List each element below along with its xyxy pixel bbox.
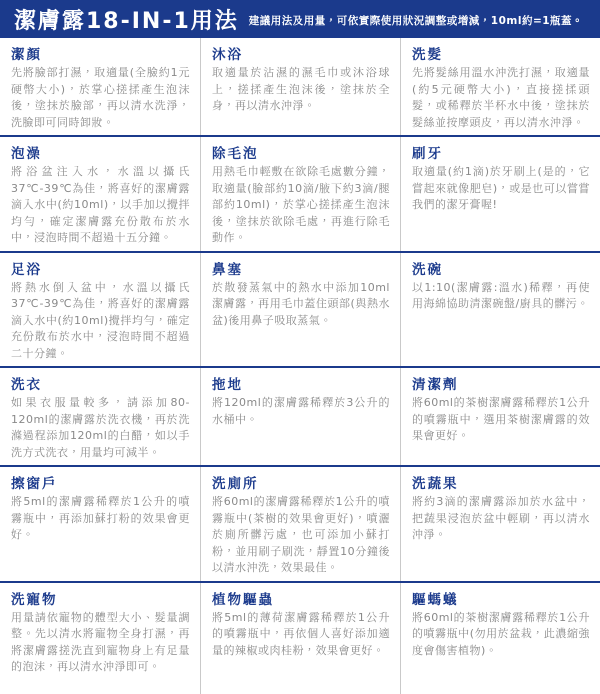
usage-title: 清潔劑: [412, 377, 459, 393]
grid-row: [0, 38, 600, 137]
usage-body: 取適量於沾濕的濕毛巾或沐浴球上，搓揉產生泡沫後，塗抹於全身，再以清水沖淨。: [212, 66, 390, 112]
usage-cell-dish-washing: [400, 253, 600, 367]
usage-body: 以1:10(潔膚露:溫水)稀釋，再使用海綿協助清潔碗盤/廚具的髒污。: [412, 280, 590, 310]
usage-title: 泡澡: [11, 146, 42, 162]
usage-body: 於散發蒸氣中的熱水中添加10ml潔膚露，再用毛巾蓋住頭部(與熱水盆)後用鼻子吸取蒸氣。: [212, 280, 390, 327]
grid-row: [0, 583, 600, 694]
usage-cell-laundry: [0, 368, 200, 465]
usage-body: 用熱毛巾輕敷在欲除毛處數分鐘，取適量(臉部約10滴/腋下約3滴/腿部約10ml)，於掌心搓揉產生泡沫後，塗抹於欲除毛處，再進行除毛動作。: [212, 165, 390, 244]
usage-cell-shampoo: [400, 38, 600, 135]
usage-cell-shower: [200, 38, 400, 135]
usage-cell-face-wash: [0, 38, 200, 135]
usage-cell-toilet-cleaning: [200, 467, 400, 581]
usage-title: 洗廁所: [212, 476, 259, 492]
grid-row: [0, 467, 600, 583]
usage-body: 將浴盆注入水，水溫以攝氏37℃-39℃為佳，將喜好的潔膚露滴入水中(約10ml)，以手加以攪拌均勻，確定潔膚露充份散布於水中，浸泡時間不超過十五分鐘。: [11, 165, 190, 244]
usage-body: 將60ml的潔膚露稀釋於1公升的噴霧瓶中(茶樹的效果會更好)，噴灑於廁所髒污處，也可添加小蘇打粉，並用刷子刷洗，靜置10分鐘後以清水沖洗，效果最佳。: [212, 495, 390, 574]
usage-cell-foot-bath: [0, 253, 200, 367]
usage-cell-nasal-congestion: [200, 253, 400, 367]
usage-title: 擦窗戶: [11, 476, 58, 492]
usage-title: 潔顏: [11, 47, 42, 63]
usage-title: 足浴: [11, 261, 42, 278]
usage-title: 洗碗: [412, 261, 443, 278]
grid-row: [0, 137, 600, 253]
usage-body: 將60ml的茶樹潔膚露稀釋於1公升的噴霧瓶中，選用茶樹潔膚露的效果會更好。: [412, 396, 590, 442]
usage-title: 驅螞蟻: [412, 591, 459, 608]
usage-cell-ant-repellent: [400, 583, 600, 694]
usage-title: 刷牙: [412, 146, 443, 162]
usage-title: 沐浴: [212, 47, 243, 63]
usage-cell-cleaner: [400, 368, 600, 465]
usage-title: 洗衣: [11, 377, 42, 393]
usage-grid: [0, 38, 600, 694]
usage-body: 如果衣服量較多，請添加80-120ml的潔膚露於洗衣機，再於洗滌過程添加120ml的白醋，如以手洗方式洗衣，用量均可減半。: [11, 396, 190, 459]
usage-title: 鼻塞: [212, 261, 243, 278]
grid-row: [0, 253, 600, 369]
usage-title: 洗寵物: [11, 591, 58, 608]
page-title: 潔膚露18-IN-1用法: [14, 8, 239, 34]
usage-cell-shaving-foam: [200, 137, 400, 251]
usage-title: 植物驅蟲: [212, 591, 274, 608]
usage-body: 先將髮絲用溫水沖洗打濕，取適量(約5元硬幣大小)，直接搓揉頭髮，或稀釋於半杯水中後，塗抹於髮絲並按摩頭皮，再以清水沖淨。: [412, 66, 590, 129]
usage-body: 將5ml的薄荷潔膚露稀釋於1公升的噴霧瓶中，再依個人喜好添加適量的辣椒或肉桂粉，效果會更好。: [212, 610, 390, 657]
usage-body: 將60ml的茶樹潔膚露稀釋於1公升的噴霧瓶中(勿用於盆栽，此濃縮強度會傷害植物)。: [412, 610, 590, 657]
usage-cell-bath-soak: [0, 137, 200, 251]
usage-title: 拖地: [212, 377, 243, 393]
usage-body: 將熱水倒入盆中，水溫以攝氏37℃-39℃為佳，將喜好的潔膚露滴入水中(約10ml)攪拌均勻，確定充份散布於水中，浸泡時間不超過二十分鐘。: [11, 280, 190, 360]
grid-row: [0, 368, 600, 467]
usage-body: 取適量(約1滴)於牙刷上(是的，它嘗起來就像肥皂)，或是也可以嘗嘗我們的潔牙膏喔!: [412, 165, 590, 211]
usage-body: 將5ml的潔膚露稀釋於1公升的噴霧瓶中，再添加蘇打粉的效果會更好。: [11, 495, 190, 541]
usage-title: 洗蔬果: [412, 476, 459, 492]
usage-title: 除毛泡: [212, 146, 259, 162]
usage-title: 洗髮: [412, 47, 443, 63]
usage-body: 先將臉部打濕，取適量(全臉約1元硬幣大小)，於掌心搓揉產生泡沫後，塗抹於臉部，再以清水洗淨，洗臉即可同時卸妝。: [11, 66, 190, 129]
page-subtitle: 建議用法及用量，可依實際使用狀況調整或增減，10ml約=1瓶蓋。: [248, 14, 584, 27]
usage-body: 用量請依寵物的體型大小、髮量調整。先以清水將寵物全身打濕，再將潔膚露搓洗直到寵物身上有足量的泡沫，再以清水沖淨即可。: [11, 610, 190, 673]
usage-cell-plant-insect-repellent: [200, 583, 400, 694]
usage-cell-window-cleaning: [0, 467, 200, 581]
usage-body: 將120ml的潔膚露稀釋於3公升的水桶中。: [212, 396, 390, 426]
usage-cell-pet-washing: [0, 583, 200, 694]
usage-cell-mopping: [200, 368, 400, 465]
usage-cell-tooth-brushing: [400, 137, 600, 251]
page-header: [0, 0, 600, 38]
usage-cell-produce-washing: [400, 467, 600, 581]
usage-body: 將約3滴的潔膚露添加於水盆中，把蔬果浸泡於盆中輕刷，再以清水沖淨。: [412, 495, 590, 541]
